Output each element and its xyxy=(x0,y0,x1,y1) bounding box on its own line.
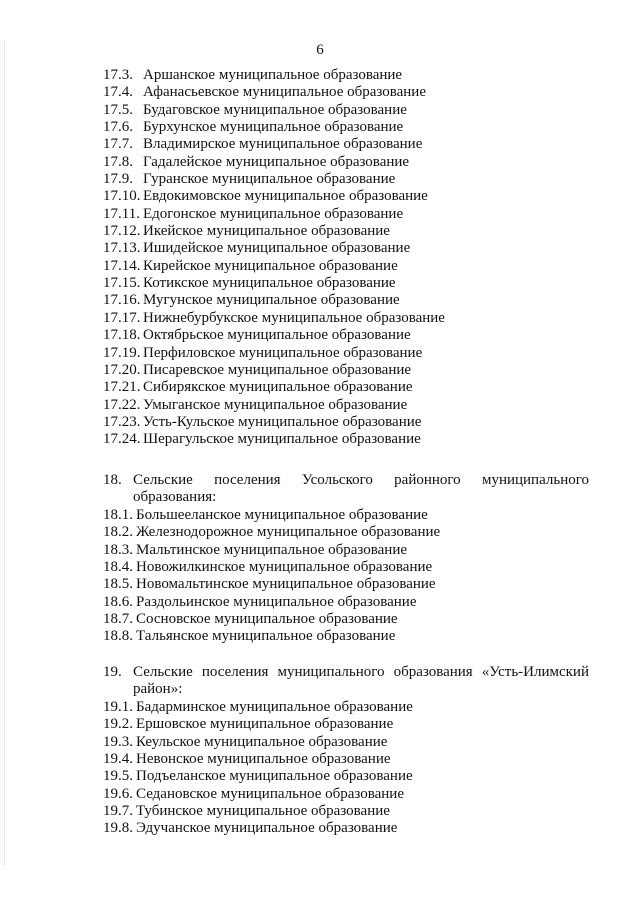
list-item xyxy=(103,803,603,820)
item-number: 18.8. xyxy=(103,628,133,645)
item-text: Подъеланское муниципальное образование xyxy=(136,768,413,785)
item-text: Ишидейское муниципальное образование xyxy=(143,240,411,257)
item-text: Эдучанское муниципальное образование xyxy=(136,820,398,837)
item-number: 18.5. xyxy=(103,576,133,593)
item-number: 17.15. xyxy=(103,275,141,292)
item-number: 18.1. xyxy=(103,507,133,523)
item-text: Бадарминское муниципальное образование xyxy=(136,699,413,715)
item-text: Котикское муниципальное образование xyxy=(143,275,396,292)
item-number: 17.6. xyxy=(103,119,133,136)
item-number: 17.3. xyxy=(103,67,133,83)
item-text: Невонское муниципальное образование xyxy=(136,751,391,768)
item-number: 17.24. xyxy=(103,431,141,448)
section-18-heading xyxy=(103,472,589,507)
section-17-list xyxy=(103,67,603,449)
list-item xyxy=(103,716,603,733)
item-text: Перфиловское муниципальное образование xyxy=(143,344,423,361)
list-item xyxy=(103,345,603,362)
item-text: Будаговское муниципальное образование xyxy=(143,101,407,118)
section-18-number: 18. xyxy=(103,472,122,488)
list-item xyxy=(103,84,603,101)
list-item xyxy=(103,628,603,645)
item-text: Аршанское муниципальное образование xyxy=(143,67,403,83)
item-text: Гуранское муниципальное образование xyxy=(143,171,396,188)
item-text: Усть-Кульское муниципальное образование xyxy=(143,413,422,430)
list-item xyxy=(103,206,603,223)
item-number: 19.6. xyxy=(103,785,133,802)
list-item xyxy=(103,171,603,188)
item-text: Мальтинское муниципальное образование xyxy=(136,541,408,558)
item-number: 17.13. xyxy=(103,240,141,257)
item-text: Писаревское муниципальное образование xyxy=(143,361,412,378)
item-number: 17.7. xyxy=(103,136,133,153)
item-number: 19.4. xyxy=(103,751,133,768)
list-item xyxy=(103,327,603,344)
list-item xyxy=(103,154,603,171)
list-item xyxy=(103,734,603,751)
list-item xyxy=(103,542,603,559)
list-item xyxy=(103,310,603,327)
item-number: 17.12. xyxy=(103,223,141,240)
page-number: 6 xyxy=(316,42,324,58)
list-item xyxy=(103,559,603,576)
item-text: Тубинское муниципальное образование xyxy=(136,803,390,820)
section-19-title: Сельские поселения муниципального образования «Усть-Илимский район»: xyxy=(133,664,589,698)
item-text: Мугунское муниципальное образование xyxy=(143,292,400,309)
item-number: 17.22. xyxy=(103,396,141,413)
section-18-title: Сельские поселения Усольского районного муниципального образования: xyxy=(133,472,589,506)
item-number: 18.7. xyxy=(103,611,133,628)
item-number: 17.21. xyxy=(103,379,141,396)
item-text: Икейское муниципальное образование xyxy=(143,223,390,240)
item-text: Новомальтинское муниципальное образование xyxy=(136,576,436,593)
scan-edge-marks xyxy=(4,40,6,865)
item-number: 19.5. xyxy=(103,768,133,785)
list-item xyxy=(103,594,603,611)
list-item xyxy=(103,258,603,275)
item-text: Раздольинское муниципальное образование xyxy=(136,593,417,610)
list-item xyxy=(103,362,603,379)
item-number: 18.2. xyxy=(103,524,133,541)
item-text: Умыганское муниципальное образование xyxy=(143,396,408,413)
list-item xyxy=(103,524,603,541)
section-19-list xyxy=(103,699,603,838)
item-number: 19.7. xyxy=(103,803,133,820)
item-text: Гадалейское муниципальное образование xyxy=(143,153,410,170)
item-number: 18.4. xyxy=(103,559,133,576)
item-number: 17.4. xyxy=(103,84,133,101)
item-number: 17.23. xyxy=(103,413,141,430)
list-item xyxy=(103,414,603,431)
list-item xyxy=(103,223,603,240)
item-number: 17.11. xyxy=(103,205,140,222)
list-item xyxy=(103,292,603,309)
item-number: 19.2. xyxy=(103,716,133,733)
list-item xyxy=(103,431,603,448)
item-number: 17.9. xyxy=(103,171,133,188)
list-item xyxy=(103,751,603,768)
item-number: 17.5. xyxy=(103,101,133,118)
item-number: 17.17. xyxy=(103,309,141,326)
item-number: 17.16. xyxy=(103,292,141,309)
list-item xyxy=(103,576,603,593)
item-text: Евдокимовское муниципальное образование xyxy=(143,188,428,205)
item-text: Сосновское муниципальное образование xyxy=(136,611,398,628)
item-text: Большееланское муниципальное образование xyxy=(136,507,428,523)
list-item xyxy=(103,379,603,396)
item-text: Новожилкинское муниципальное образование xyxy=(136,559,433,576)
item-text: Нижнебурбукское муниципальное образование xyxy=(143,309,445,326)
list-item xyxy=(103,119,603,136)
section-18-list xyxy=(103,507,603,646)
item-text: Ершовское муниципальное образование xyxy=(136,716,394,733)
list-item xyxy=(103,611,603,628)
item-text: Кирейское муниципальное образование xyxy=(143,257,398,274)
item-number: 19.8. xyxy=(103,820,133,837)
item-number: 19.1. xyxy=(103,699,133,715)
item-text: Сибирякское муниципальное образование xyxy=(143,379,413,396)
list-item xyxy=(103,507,603,524)
list-item xyxy=(103,240,603,257)
item-number: 17.19. xyxy=(103,344,141,361)
list-item xyxy=(103,275,603,292)
item-text: Владимирское муниципальное образование xyxy=(143,136,423,153)
item-number: 17.10. xyxy=(103,188,141,205)
item-text: Железнодорожное муниципальное образование xyxy=(136,524,441,541)
item-number: 17.14. xyxy=(103,257,141,274)
item-number: 18.6. xyxy=(103,593,133,610)
item-text: Седановское муниципальное образование xyxy=(136,785,404,802)
item-number: 17.18. xyxy=(103,327,141,344)
section-19-heading xyxy=(103,664,589,699)
list-item xyxy=(103,820,603,837)
list-item xyxy=(103,102,603,119)
item-text: Бурхунское муниципальное образование xyxy=(143,119,404,136)
item-text: Едогонское муниципальное образование xyxy=(143,205,404,222)
item-text: Кеульское муниципальное образование xyxy=(136,733,388,750)
item-text: Октябрьское муниципальное образование xyxy=(143,327,411,344)
item-text: Шерагульское муниципальное образование xyxy=(143,431,421,448)
item-number: 17.20. xyxy=(103,361,141,378)
list-item xyxy=(103,397,603,414)
item-text: Тальянское муниципальное образование xyxy=(136,628,396,645)
list-item xyxy=(103,136,603,153)
list-item xyxy=(103,188,603,205)
section-19-number: 19. xyxy=(103,664,122,680)
list-item xyxy=(103,768,603,785)
item-number: 17.8. xyxy=(103,153,133,170)
list-item xyxy=(103,786,603,803)
list-item xyxy=(103,67,603,84)
item-number: 19.3. xyxy=(103,733,133,750)
list-item xyxy=(103,699,603,716)
item-text: Афанасьевское муниципальное образование xyxy=(143,84,426,101)
item-number: 18.3. xyxy=(103,541,133,558)
